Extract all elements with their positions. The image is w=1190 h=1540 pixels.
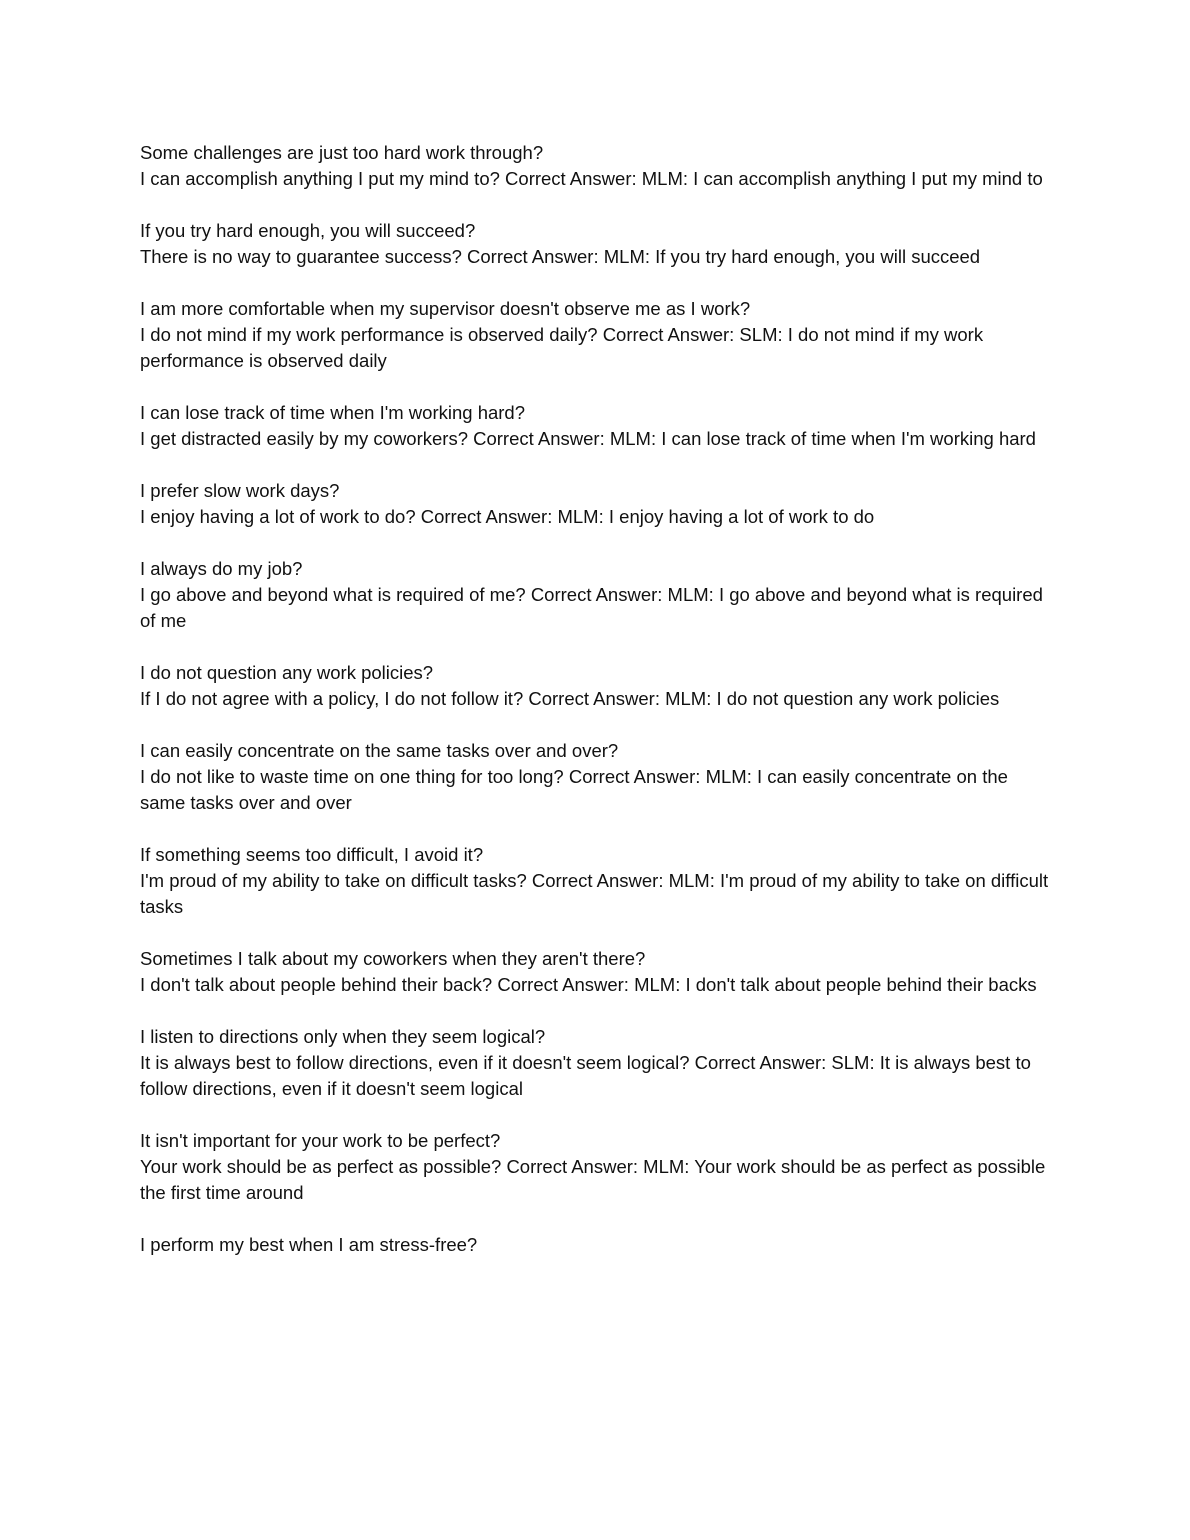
question-block (140, 738, 1055, 816)
question-prompt: I am more comfortable when my supervisor doesn't observe me as I work? (140, 298, 751, 319)
question-prompt: It isn't important for your work to be perfect? (140, 1130, 501, 1151)
question-prompt: I always do my job? (140, 558, 303, 579)
question-prompt: I prefer slow work days? (140, 480, 340, 501)
question-answer: I don't talk about people behind their back? Correct Answer: MLM: I don't talk about people behind their backs (140, 974, 1037, 995)
question-block-final (140, 1232, 1055, 1258)
question-answer: I enjoy having a lot of work to do? Correct Answer: MLM: I enjoy having a lot of work to do (140, 506, 875, 527)
question-block (140, 400, 1055, 452)
question-block (140, 1128, 1055, 1206)
question-prompt: I perform my best when I am stress-free? (140, 1234, 478, 1255)
question-answer: I get distracted easily by my coworkers? Correct Answer: MLM: I can lose track of time when I'm working hard (140, 428, 1036, 449)
question-prompt: I listen to directions only when they seem logical? (140, 1026, 546, 1047)
question-block (140, 556, 1055, 634)
question-block (140, 140, 1055, 192)
document-page (140, 140, 1055, 1284)
question-answer: I do not mind if my work performance is observed daily? Correct Answer: SLM: I do not mind if my work performance is observed daily (140, 324, 984, 371)
question-answer: It is always best to follow directions, even if it doesn't seem logical? Correct Answer: SLM: It is always best to follow directions, even if it doesn't seem logical (140, 1052, 1031, 1099)
question-block (140, 296, 1055, 374)
question-prompt: Sometimes I talk about my coworkers when they aren't there? (140, 948, 646, 969)
question-answer: There is no way to guarantee success? Correct Answer: MLM: If you try hard enough, you will succeed (140, 246, 981, 267)
question-answer: I'm proud of my ability to take on difficult tasks? Correct Answer: MLM: I'm proud of my ability to take on difficult tasks (140, 870, 1049, 917)
question-prompt: I can lose track of time when I'm working hard? (140, 402, 526, 423)
question-answer: I go above and beyond what is required of me? Correct Answer: MLM: I go above and beyond what is required of me (140, 584, 1043, 631)
question-prompt: If you try hard enough, you will succeed? (140, 220, 476, 241)
question-answer: I can accomplish anything I put my mind to? Correct Answer: MLM: I can accomplish anything I put my mind to (140, 168, 1043, 189)
question-block (140, 842, 1055, 920)
question-answer: I do not like to waste time on one thing for too long? Correct Answer: MLM: I can easily concentrate on the same tasks over and over (140, 766, 1008, 813)
question-prompt: I can easily concentrate on the same tasks over and over? (140, 740, 619, 761)
question-answer: Your work should be as perfect as possible? Correct Answer: MLM: Your work should be as perfect as possible the first time around (140, 1156, 1046, 1203)
question-answer: If I do not agree with a policy, I do not follow it? Correct Answer: MLM: I do not question any work policies (140, 688, 1000, 709)
question-block (140, 946, 1055, 998)
question-block (140, 660, 1055, 712)
question-prompt: I do not question any work policies? (140, 662, 434, 683)
question-block (140, 218, 1055, 270)
question-prompt: Some challenges are just too hard work through? (140, 142, 544, 163)
question-block (140, 1024, 1055, 1102)
question-prompt: If something seems too difficult, I avoid it? (140, 844, 484, 865)
question-block (140, 478, 1055, 530)
